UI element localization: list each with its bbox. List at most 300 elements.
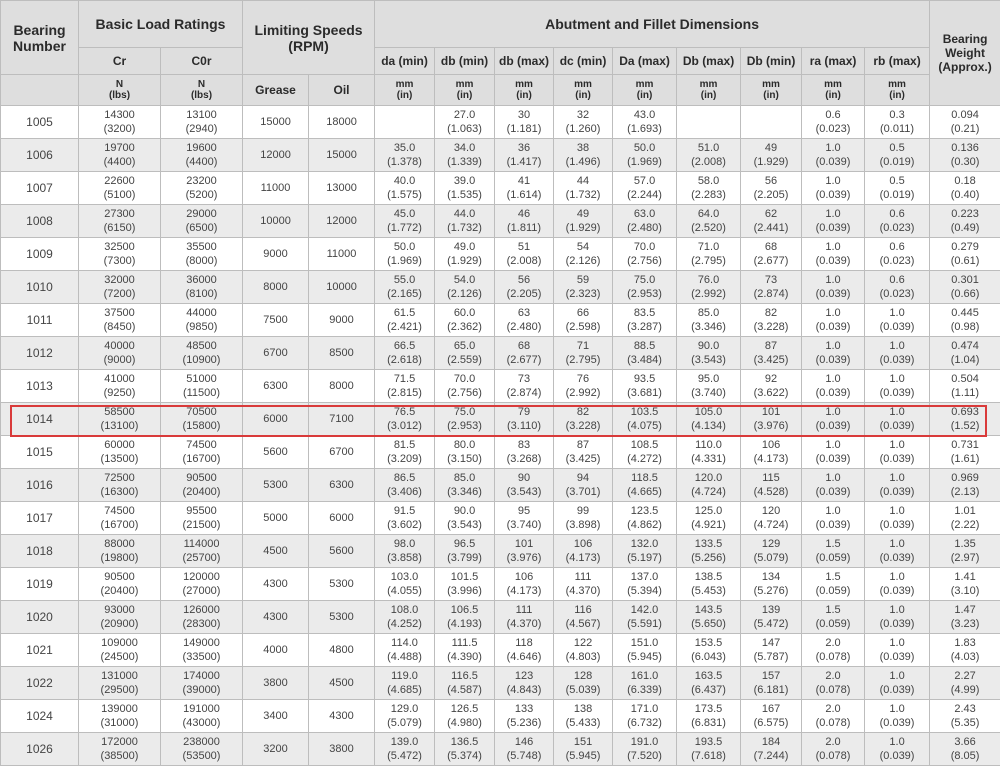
dim-cell: 95 (3.740)	[495, 502, 554, 535]
dim-cell: 138 (5.433)	[554, 700, 613, 733]
dim-cell: 1.5 (0.059)	[802, 568, 865, 601]
dim-cell: 163.5 (6.437)	[677, 667, 741, 700]
grease-speed-cell: 8000	[243, 271, 309, 304]
weight-cell: 0.731 (1.61)	[930, 436, 1000, 469]
cor-cell: 44000 (9850)	[161, 304, 243, 337]
dim-cell: 106 (4.173)	[495, 568, 554, 601]
dim-cell: 55.0 (2.165)	[375, 271, 435, 304]
weight-cell: 3.66 (8.05)	[930, 733, 1000, 766]
dim-cell: 118 (4.646)	[495, 634, 554, 667]
dim-cell: 60.0 (2.362)	[435, 304, 495, 337]
dim-cell: 91.5 (3.602)	[375, 502, 435, 535]
cr-cell: 19700 (4400)	[79, 139, 161, 172]
weight-cell: 0.969 (2.13)	[930, 469, 1000, 502]
oil-speed-cell: 4300	[309, 700, 375, 733]
table-row	[1, 139, 1000, 172]
dim-cell: 139.0 (5.472)	[375, 733, 435, 766]
unit-dim-4: mm (in)	[613, 75, 677, 106]
dim-cell: 76.0 (2.992)	[677, 271, 741, 304]
dim-cell: 173.5 (6.831)	[677, 700, 741, 733]
cr-cell: 14300 (3200)	[79, 106, 161, 139]
weight-cell: 0.136 (0.30)	[930, 139, 1000, 172]
dim-cell: 171.0 (6.732)	[613, 700, 677, 733]
dim-cell: 116.5 (4.587)	[435, 667, 495, 700]
dim-cell: 87 (3.425)	[554, 436, 613, 469]
dim-cell: 184 (7.244)	[741, 733, 802, 766]
cor-cell: 174000 (39000)	[161, 667, 243, 700]
dim-cell	[741, 106, 802, 139]
dim-cell: 90.0 (3.543)	[435, 502, 495, 535]
dim-cell: 103.0 (4.055)	[375, 568, 435, 601]
dim-cell: 191.0 (7.520)	[613, 733, 677, 766]
cr-cell: 32500 (7300)	[79, 238, 161, 271]
cr-cell: 139000 (31000)	[79, 700, 161, 733]
unit-cr: N (lbs)	[79, 75, 161, 106]
dim-cell: 1.0 (0.039)	[865, 568, 930, 601]
dim-cell: 1.0 (0.039)	[802, 370, 865, 403]
dim-cell: 1.0 (0.039)	[865, 733, 930, 766]
dim-cell: 129.0 (5.079)	[375, 700, 435, 733]
dim-cell: 79 (3.110)	[495, 403, 554, 436]
dim-cell: 30 (1.181)	[495, 106, 554, 139]
dim-cell: 44.0 (1.732)	[435, 205, 495, 238]
header-dim-5: Db (max)	[677, 48, 741, 75]
dim-cell: 76 (2.992)	[554, 370, 613, 403]
dim-cell: 120 (4.724)	[741, 502, 802, 535]
grease-speed-cell: 5300	[243, 469, 309, 502]
cr-cell: 172000 (38500)	[79, 733, 161, 766]
unit-cor: N (lbs)	[161, 75, 243, 106]
weight-cell: 0.094 (0.21)	[930, 106, 1000, 139]
header-dim-7: ra (max)	[802, 48, 865, 75]
weight-cell: 1.01 (2.22)	[930, 502, 1000, 535]
dim-cell: 38 (1.496)	[554, 139, 613, 172]
unit-dim-5: mm (in)	[677, 75, 741, 106]
dim-cell: 1.0 (0.039)	[865, 403, 930, 436]
table-row	[1, 205, 1000, 238]
cor-cell: 114000 (25700)	[161, 535, 243, 568]
dim-cell: 51 (2.008)	[495, 238, 554, 271]
dim-cell: 167 (6.575)	[741, 700, 802, 733]
header-dim-1: db (min)	[435, 48, 495, 75]
dim-cell: 35.0 (1.378)	[375, 139, 435, 172]
dim-cell: 1.0 (0.039)	[802, 205, 865, 238]
dim-cell: 51.0 (2.008)	[677, 139, 741, 172]
header-cr: Cr	[79, 48, 161, 75]
header-dim-8: rb (max)	[865, 48, 930, 75]
oil-speed-cell: 10000	[309, 271, 375, 304]
dim-cell: 65.0 (2.559)	[435, 337, 495, 370]
dim-cell: 143.5 (5.650)	[677, 601, 741, 634]
bearing-number-cell: 1026	[1, 733, 79, 766]
dim-cell: 75.0 (2.953)	[435, 403, 495, 436]
weight-cell: 0.301 (0.66)	[930, 271, 1000, 304]
dim-cell: 1.0 (0.039)	[802, 139, 865, 172]
cor-cell: 35500 (8000)	[161, 238, 243, 271]
cor-cell: 29000 (6500)	[161, 205, 243, 238]
dim-cell: 71 (2.795)	[554, 337, 613, 370]
oil-speed-cell: 5300	[309, 601, 375, 634]
dim-cell: 56 (2.205)	[741, 172, 802, 205]
bearing-number-cell: 1020	[1, 601, 79, 634]
header-bearing-number: Bearing Number	[1, 1, 79, 75]
oil-speed-cell: 6300	[309, 469, 375, 502]
table-row	[1, 337, 1000, 370]
header-blank	[1, 75, 79, 106]
bearing-number-cell: 1022	[1, 667, 79, 700]
dim-cell: 151 (5.945)	[554, 733, 613, 766]
cor-cell: 90500 (20400)	[161, 469, 243, 502]
dim-cell: 111 (4.370)	[554, 568, 613, 601]
grease-speed-cell: 3800	[243, 667, 309, 700]
dim-cell: 1.5 (0.059)	[802, 601, 865, 634]
dim-cell: 108.5 (4.272)	[613, 436, 677, 469]
header-oil: Oil	[309, 75, 375, 106]
grease-speed-cell: 6700	[243, 337, 309, 370]
cr-cell: 74500 (16700)	[79, 502, 161, 535]
dim-cell: 49.0 (1.929)	[435, 238, 495, 271]
dim-cell: 138.5 (5.453)	[677, 568, 741, 601]
oil-speed-cell: 3800	[309, 733, 375, 766]
dim-cell: 0.6 (0.023)	[865, 271, 930, 304]
table-row	[1, 403, 1000, 436]
table-row	[1, 436, 1000, 469]
dim-cell: 44 (1.732)	[554, 172, 613, 205]
dim-cell: 82 (3.228)	[554, 403, 613, 436]
dim-cell: 36 (1.417)	[495, 139, 554, 172]
dim-cell: 111.5 (4.390)	[435, 634, 495, 667]
cor-cell: 95500 (21500)	[161, 502, 243, 535]
grease-speed-cell: 3200	[243, 733, 309, 766]
header-dim-2: db (max)	[495, 48, 554, 75]
dim-cell: 83.5 (3.287)	[613, 304, 677, 337]
table-row	[1, 469, 1000, 502]
dim-cell: 34.0 (1.339)	[435, 139, 495, 172]
bearing-number-cell: 1017	[1, 502, 79, 535]
dim-cell: 110.0 (4.331)	[677, 436, 741, 469]
dim-cell: 126.5 (4.980)	[435, 700, 495, 733]
dim-cell: 71.0 (2.795)	[677, 238, 741, 271]
dim-cell: 45.0 (1.772)	[375, 205, 435, 238]
cor-cell: 191000 (43000)	[161, 700, 243, 733]
bearing-number-cell: 1019	[1, 568, 79, 601]
bearing-number-cell: 1011	[1, 304, 79, 337]
bearing-number-cell: 1007	[1, 172, 79, 205]
cor-cell: 19600 (4400)	[161, 139, 243, 172]
dim-cell: 63.0 (2.480)	[613, 205, 677, 238]
header-bearing-weight: Bearing Weight (Approx.)	[930, 1, 1000, 106]
dim-cell: 108.0 (4.252)	[375, 601, 435, 634]
grease-speed-cell: 11000	[243, 172, 309, 205]
bearing-number-cell: 1013	[1, 370, 79, 403]
dim-cell: 1.0 (0.039)	[802, 337, 865, 370]
weight-cell: 0.445 (0.98)	[930, 304, 1000, 337]
dim-cell: 123 (4.843)	[495, 667, 554, 700]
dim-cell: 1.0 (0.039)	[865, 502, 930, 535]
dim-cell: 1.0 (0.039)	[865, 370, 930, 403]
dim-cell: 161.0 (6.339)	[613, 667, 677, 700]
dim-cell: 142.0 (5.591)	[613, 601, 677, 634]
dim-cell: 157 (6.181)	[741, 667, 802, 700]
dim-cell: 146 (5.748)	[495, 733, 554, 766]
dim-cell	[375, 106, 435, 139]
cr-cell: 58500 (13100)	[79, 403, 161, 436]
oil-speed-cell: 13000	[309, 172, 375, 205]
dim-cell: 50.0 (1.969)	[375, 238, 435, 271]
oil-speed-cell: 7100	[309, 403, 375, 436]
grease-speed-cell: 5000	[243, 502, 309, 535]
dim-cell: 93.5 (3.681)	[613, 370, 677, 403]
cor-cell: 36000 (8100)	[161, 271, 243, 304]
dim-cell: 95.0 (3.740)	[677, 370, 741, 403]
bearing-number-cell: 1005	[1, 106, 79, 139]
weight-cell: 0.504 (1.11)	[930, 370, 1000, 403]
dim-cell: 81.5 (3.209)	[375, 436, 435, 469]
header-cor: C0r	[161, 48, 243, 75]
table-row	[1, 601, 1000, 634]
cr-cell: 41000 (9250)	[79, 370, 161, 403]
dim-cell: 2.0 (0.078)	[802, 733, 865, 766]
header-dim-0: da (min)	[375, 48, 435, 75]
table-row	[1, 106, 1000, 139]
dim-cell	[677, 106, 741, 139]
dim-cell: 151.0 (5.945)	[613, 634, 677, 667]
dim-cell: 123.5 (4.862)	[613, 502, 677, 535]
cor-cell: 70500 (15800)	[161, 403, 243, 436]
dim-cell: 94 (3.701)	[554, 469, 613, 502]
dim-cell: 1.0 (0.039)	[865, 634, 930, 667]
bearing-number-cell: 1006	[1, 139, 79, 172]
grease-speed-cell: 4300	[243, 568, 309, 601]
dim-cell: 1.0 (0.039)	[802, 172, 865, 205]
cor-cell: 13100 (2940)	[161, 106, 243, 139]
dim-cell: 96.5 (3.799)	[435, 535, 495, 568]
dim-cell: 87 (3.425)	[741, 337, 802, 370]
dim-cell: 92 (3.622)	[741, 370, 802, 403]
oil-speed-cell: 15000	[309, 139, 375, 172]
dim-cell: 101 (3.976)	[741, 403, 802, 436]
table-row	[1, 304, 1000, 337]
dim-cell: 0.6 (0.023)	[865, 205, 930, 238]
dim-cell: 66.5 (2.618)	[375, 337, 435, 370]
table-row	[1, 634, 1000, 667]
dim-cell: 0.6 (0.023)	[865, 238, 930, 271]
weight-cell: 0.474 (1.04)	[930, 337, 1000, 370]
header-abutment-fillet: Abutment and Fillet Dimensions	[375, 1, 930, 48]
dim-cell: 116 (4.567)	[554, 601, 613, 634]
dim-cell: 128 (5.039)	[554, 667, 613, 700]
cr-cell: 32000 (7200)	[79, 271, 161, 304]
table-row	[1, 238, 1000, 271]
bearing-number-cell: 1015	[1, 436, 79, 469]
dim-cell: 50.0 (1.969)	[613, 139, 677, 172]
dim-cell: 1.0 (0.039)	[802, 403, 865, 436]
dim-cell: 66 (2.598)	[554, 304, 613, 337]
header-limiting-speeds: Limiting Speeds (RPM)	[243, 1, 375, 75]
dim-cell: 136.5 (5.374)	[435, 733, 495, 766]
dim-cell: 119.0 (4.685)	[375, 667, 435, 700]
dim-cell: 1.5 (0.059)	[802, 535, 865, 568]
dim-cell: 75.0 (2.953)	[613, 271, 677, 304]
dim-cell: 122 (4.803)	[554, 634, 613, 667]
dim-cell: 139 (5.472)	[741, 601, 802, 634]
dim-cell: 106.5 (4.193)	[435, 601, 495, 634]
dim-cell: 153.5 (6.043)	[677, 634, 741, 667]
dim-cell: 70.0 (2.756)	[613, 238, 677, 271]
dim-cell: 133 (5.236)	[495, 700, 554, 733]
dim-cell: 1.0 (0.039)	[865, 700, 930, 733]
dim-cell: 86.5 (3.406)	[375, 469, 435, 502]
dim-cell: 85.0 (3.346)	[435, 469, 495, 502]
dim-cell: 99 (3.898)	[554, 502, 613, 535]
dim-cell: 56 (2.205)	[495, 271, 554, 304]
unit-dim-8: mm (in)	[865, 75, 930, 106]
table-row	[1, 733, 1000, 766]
oil-speed-cell: 4500	[309, 667, 375, 700]
dim-cell: 43.0 (1.693)	[613, 106, 677, 139]
cor-cell: 23200 (5200)	[161, 172, 243, 205]
dim-cell: 1.0 (0.039)	[802, 304, 865, 337]
dim-cell: 82 (3.228)	[741, 304, 802, 337]
table-row	[1, 667, 1000, 700]
header-dim-3: dc (min)	[554, 48, 613, 75]
dim-cell: 68 (2.677)	[741, 238, 802, 271]
bearing-number-cell: 1008	[1, 205, 79, 238]
grease-speed-cell: 7500	[243, 304, 309, 337]
grease-speed-cell: 3400	[243, 700, 309, 733]
cor-cell: 48500 (10900)	[161, 337, 243, 370]
dim-cell: 71.5 (2.815)	[375, 370, 435, 403]
dim-cell: 1.0 (0.039)	[802, 469, 865, 502]
dim-cell: 2.0 (0.078)	[802, 667, 865, 700]
dim-cell: 1.0 (0.039)	[865, 337, 930, 370]
dim-cell: 49 (1.929)	[554, 205, 613, 238]
dim-cell: 193.5 (7.618)	[677, 733, 741, 766]
dim-cell: 90 (3.543)	[495, 469, 554, 502]
grease-speed-cell: 5600	[243, 436, 309, 469]
dim-cell: 73 (2.874)	[741, 271, 802, 304]
dim-cell: 105.0 (4.134)	[677, 403, 741, 436]
header-dim-6: Db (min)	[741, 48, 802, 75]
table-row	[1, 370, 1000, 403]
dim-cell: 101 (3.976)	[495, 535, 554, 568]
table-row	[1, 172, 1000, 205]
dim-cell: 58.0 (2.283)	[677, 172, 741, 205]
dim-cell: 1.0 (0.039)	[802, 436, 865, 469]
cor-cell: 74500 (16700)	[161, 436, 243, 469]
cr-cell: 22600 (5100)	[79, 172, 161, 205]
oil-speed-cell: 4800	[309, 634, 375, 667]
unit-dim-2: mm (in)	[495, 75, 554, 106]
oil-speed-cell: 9000	[309, 304, 375, 337]
dim-cell: 1.0 (0.039)	[865, 469, 930, 502]
dim-cell: 115 (4.528)	[741, 469, 802, 502]
dim-cell: 54 (2.126)	[554, 238, 613, 271]
dim-cell: 46 (1.811)	[495, 205, 554, 238]
dim-cell: 83 (3.268)	[495, 436, 554, 469]
weight-cell: 2.43 (5.35)	[930, 700, 1000, 733]
dim-cell: 88.5 (3.484)	[613, 337, 677, 370]
dim-cell: 68 (2.677)	[495, 337, 554, 370]
cor-cell: 126000 (28300)	[161, 601, 243, 634]
unit-dim-3: mm (in)	[554, 75, 613, 106]
grease-speed-cell: 4300	[243, 601, 309, 634]
weight-cell: 0.18 (0.40)	[930, 172, 1000, 205]
bearing-number-cell: 1009	[1, 238, 79, 271]
cor-cell: 51000 (11500)	[161, 370, 243, 403]
dim-cell: 118.5 (4.665)	[613, 469, 677, 502]
grease-speed-cell: 12000	[243, 139, 309, 172]
bearing-number-cell: 1014	[1, 403, 79, 436]
bearing-number-cell: 1010	[1, 271, 79, 304]
oil-speed-cell: 12000	[309, 205, 375, 238]
dim-cell: 64.0 (2.520)	[677, 205, 741, 238]
oil-speed-cell: 6000	[309, 502, 375, 535]
cr-cell: 40000 (9000)	[79, 337, 161, 370]
dim-cell: 103.5 (4.075)	[613, 403, 677, 436]
cr-cell: 88000 (19800)	[79, 535, 161, 568]
grease-speed-cell: 10000	[243, 205, 309, 238]
oil-speed-cell: 18000	[309, 106, 375, 139]
grease-speed-cell: 9000	[243, 238, 309, 271]
dim-cell: 40.0 (1.575)	[375, 172, 435, 205]
dim-cell: 2.0 (0.078)	[802, 700, 865, 733]
dim-cell: 114.0 (4.488)	[375, 634, 435, 667]
dim-cell: 98.0 (3.858)	[375, 535, 435, 568]
bearing-number-cell: 1016	[1, 469, 79, 502]
cr-cell: 90500 (20400)	[79, 568, 161, 601]
cor-cell: 149000 (33500)	[161, 634, 243, 667]
dim-cell: 1.0 (0.039)	[865, 667, 930, 700]
cr-cell: 131000 (29500)	[79, 667, 161, 700]
table-row	[1, 535, 1000, 568]
dim-cell: 147 (5.787)	[741, 634, 802, 667]
oil-speed-cell: 5300	[309, 568, 375, 601]
dim-cell: 0.5 (0.019)	[865, 139, 930, 172]
dim-cell: 1.0 (0.039)	[865, 601, 930, 634]
bearing-number-cell: 1018	[1, 535, 79, 568]
unit-dim-6: mm (in)	[741, 75, 802, 106]
dim-cell: 137.0 (5.394)	[613, 568, 677, 601]
cr-cell: 109000 (24500)	[79, 634, 161, 667]
dim-cell: 0.5 (0.019)	[865, 172, 930, 205]
unit-dim-1: mm (in)	[435, 75, 495, 106]
oil-speed-cell: 8000	[309, 370, 375, 403]
cr-cell: 37500 (8450)	[79, 304, 161, 337]
unit-dim-0: mm (in)	[375, 75, 435, 106]
bearing-number-cell: 1021	[1, 634, 79, 667]
dim-cell: 70.0 (2.756)	[435, 370, 495, 403]
cr-cell: 72500 (16300)	[79, 469, 161, 502]
weight-cell: 1.35 (2.97)	[930, 535, 1000, 568]
cr-cell: 60000 (13500)	[79, 436, 161, 469]
dim-cell: 54.0 (2.126)	[435, 271, 495, 304]
table-body	[1, 106, 1000, 766]
dim-cell: 106 (4.173)	[554, 535, 613, 568]
dim-cell: 73 (2.874)	[495, 370, 554, 403]
weight-cell: 0.223 (0.49)	[930, 205, 1000, 238]
dim-cell: 134 (5.276)	[741, 568, 802, 601]
dim-cell: 1.0 (0.039)	[865, 436, 930, 469]
dim-cell: 32 (1.260)	[554, 106, 613, 139]
dim-cell: 101.5 (3.996)	[435, 568, 495, 601]
dim-cell: 133.5 (5.256)	[677, 535, 741, 568]
dim-cell: 129 (5.079)	[741, 535, 802, 568]
cor-cell: 238000 (53500)	[161, 733, 243, 766]
header-grease: Grease	[243, 75, 309, 106]
dim-cell: 0.3 (0.011)	[865, 106, 930, 139]
grease-speed-cell: 15000	[243, 106, 309, 139]
